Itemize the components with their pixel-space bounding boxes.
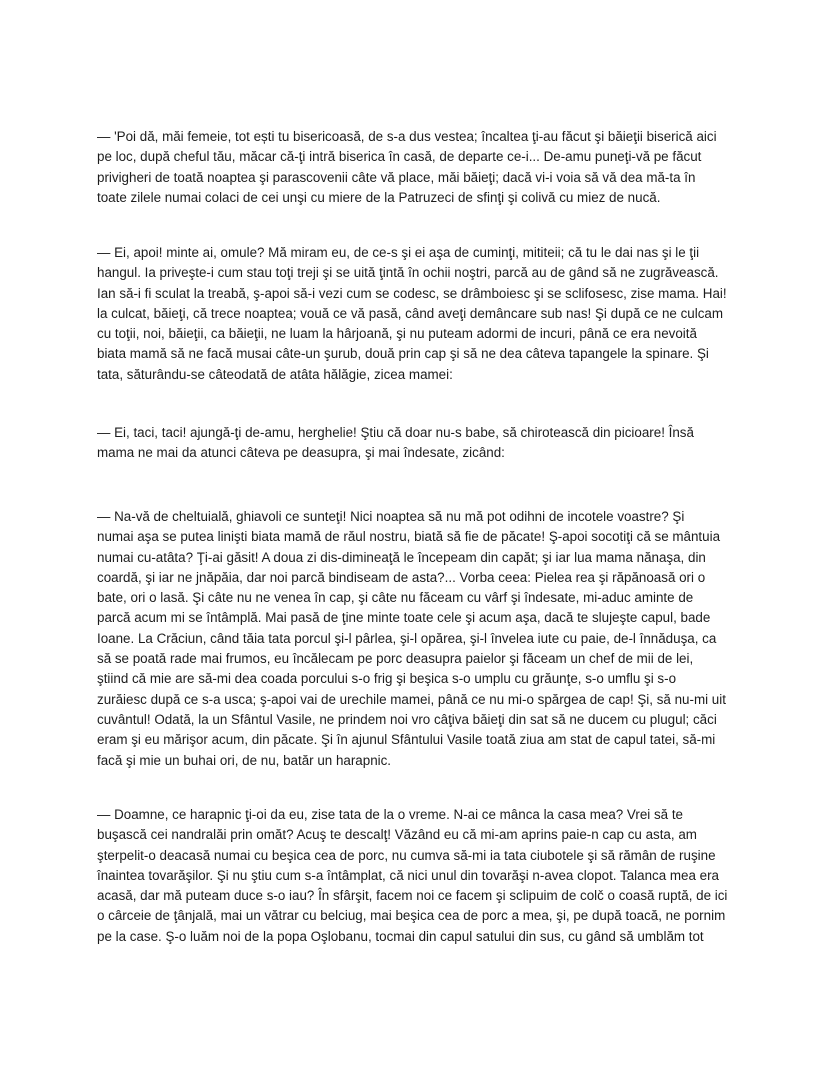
paragraph-1 <box>97 127 737 208</box>
text-line: să se poată rade mai frumos, eu încălecam pe porc deasupra paielor şi făceam un chef de mii de lei, <box>97 651 694 667</box>
text-line: buşască cei nandralăi prin omăt? Acuş te descalţ! Văzând eu că mi-am aprins paie-n cap cu asta, am <box>97 827 697 843</box>
text-line: hangul. Ia priveşte-i cum stau toţi treji şi se uită ţintă în ochii noştri, parcă au de gând să ne zugrăvească. <box>97 265 719 281</box>
text-line: Ian să-i fi sculat la treabă, ş-apoi să-i vezi cum se codesc, se drâmboiesc şi se sclifosesc, zise mama. Hai! <box>97 285 727 301</box>
text-line: numai cu-atâta? Ţi-ai găsit! A doua zi dis-dimineaţă le începeam din capăt; şi iar lua mama nănaşa, din <box>97 549 706 565</box>
text-line: cu toţii, noi, băieţii, ca băieţii, ne luam la hârjoană, şi nu puteam adormi de incuri, până ce era nevoită <box>97 326 697 342</box>
text-line: ştiind că mie are să-mi dea coada porcului s-o frig şi beşica s-o umplu cu grăunţe, s-o umflu şi s-o <box>97 671 677 687</box>
text-line: la culcat, băieţi, că trece noaptea; vouă ce vă pasă, când aveţi demâncare sub nas! Şi după ce ne culcam <box>97 305 724 321</box>
text-line: privigheri de toată noaptea şi parascovenii câte vă place, măi băieţi; dacă vi-i voia să vă dea mă-ta în <box>97 169 696 185</box>
text-line: mama ne mai da atunci câteva pe deasupra, şi mai îndesate, zicând: <box>97 445 505 461</box>
text-line: — Ei, taci, taci! ajungă-ţi de-amu, herghelie! Ştiu că doar nu-s babe, să chirotească din picioare! Însă <box>97 425 694 440</box>
paragraph-5 <box>97 805 737 947</box>
text-line: facă şi mie un buhai ori, de nu, batăr un harapnic. <box>97 752 392 768</box>
paragraph-2 <box>97 243 737 385</box>
text-line: toate zilele numai colaci de cei unşi cu miere de la Patruzeci de sfinţi şi colivă cu miez de nucă. <box>97 189 661 205</box>
text-line: biata mamă să ne facă musai câte-un şurub, două prin cap şi să ne dea câteva tapangele la spinare. Şi <box>97 346 709 362</box>
text-line: zurăiesc după ce s-a usca; ş-apoi vai de urechile mamei, până ce nu mi-o spărgea de cap! Şi, să nu-mi uit <box>97 691 726 707</box>
text-line: eram şi eu mărişor acum, din păcate. Şi în ajunul Sfântului Vasile toată ziua am stat de capul tatei, să-mi <box>97 732 716 748</box>
text-line: — Doamne, ce harapnic ţi-oi da eu, zise tata de la o vreme. N-ai ce mânca la casa mea? Vrei să te <box>97 807 683 822</box>
text-line: pe loc, după cheful tău, măcar că-ţi intră biserica în casă, de departe ce-i... De-amu puneţi-vă pe făcut <box>97 149 702 165</box>
text-line: — 'Poi dă, măi femeie, tot ești tu bisericoasă, de s-a dus vestea; încaltea ţi-au făcut şi băieţii biserică aici <box>97 129 717 144</box>
text-line: — Ei, apoi! minte ai, omule? Mă miram eu, de ce-s şi ei aşa de cuminţi, mititeii; că tu le dai nas şi le ţii <box>97 245 700 260</box>
text-line: tata, săturându-se câteodată de atâta hălăgie, zicea mamei: <box>97 366 453 382</box>
text-line: o cârceie de ţânjală, mai un vătrar cu belciug, mai beşica cea de porc a mea, şi, pe după toacă, ne pornim <box>97 908 726 924</box>
text-line: pe la case. Ş-o luăm noi de la popa Oşlobanu, tocmai din capul satului din sus, cu gând să umblăm tot <box>97 928 704 944</box>
text-line: acasă, dar mă puteam duce s-o iau? În sfârşit, facem noi ce facem şi sclipuim de colč o coasă ruptă, de ici <box>97 888 728 904</box>
text-line: cuvântul! Odată, la un Sfântul Vasile, ne prindem noi vro câţiva băieţi din sat să ne ducem cu plugul; căci <box>97 711 717 727</box>
text-line: — Na-vă de cheltuială, ghiavoli ce sunteţi! Nici noaptea să nu mă pot odihni de incotele voastre? Şi <box>97 509 685 524</box>
paragraph-3 <box>97 423 737 464</box>
paragraph-4 <box>97 507 737 771</box>
text-line: Ioane. La Crăciun, când tăia tata porcul şi-l pârlea, şi-l opărea, şi-l învelea iute cu paie, de-l înnăduşa, ca <box>97 630 717 646</box>
text-line: şterpelit-o deacasă numai cu beşica cea de porc, nu cumva să-mi ia tata ciubotele şi să rămân de ruşine <box>97 847 716 863</box>
text-line: bate, ori o lasă. Şi câte nu ne venea în cap, şi câte nu făceam cu vârf şi îndesate, mi-aduc aminte de <box>97 590 694 606</box>
text-line: parcă acum mi se întâmplă. Mai pasă de ţine minte toate cele şi acum aşa, dacă te slujeşte capul, bade <box>97 610 711 626</box>
text-line: numai aşa se putea linişti biata mamă de răul nostru, biată să fie de păcate! Ş-apoi socotiţi că se mântuia <box>97 529 721 545</box>
text-line: coardă, şi iar ne jnăpăia, dar noi parcă bindiseam de asta?... Vorba ceea: Pielea rea şi răpănoasă ori o <box>97 569 706 585</box>
text-line: înaintea tovarăşilor. Şi nu ştiu cum s-a întâmplat, că nici unul din tovarăşi n-avea clopot. Talanca mea era <box>97 867 720 883</box>
